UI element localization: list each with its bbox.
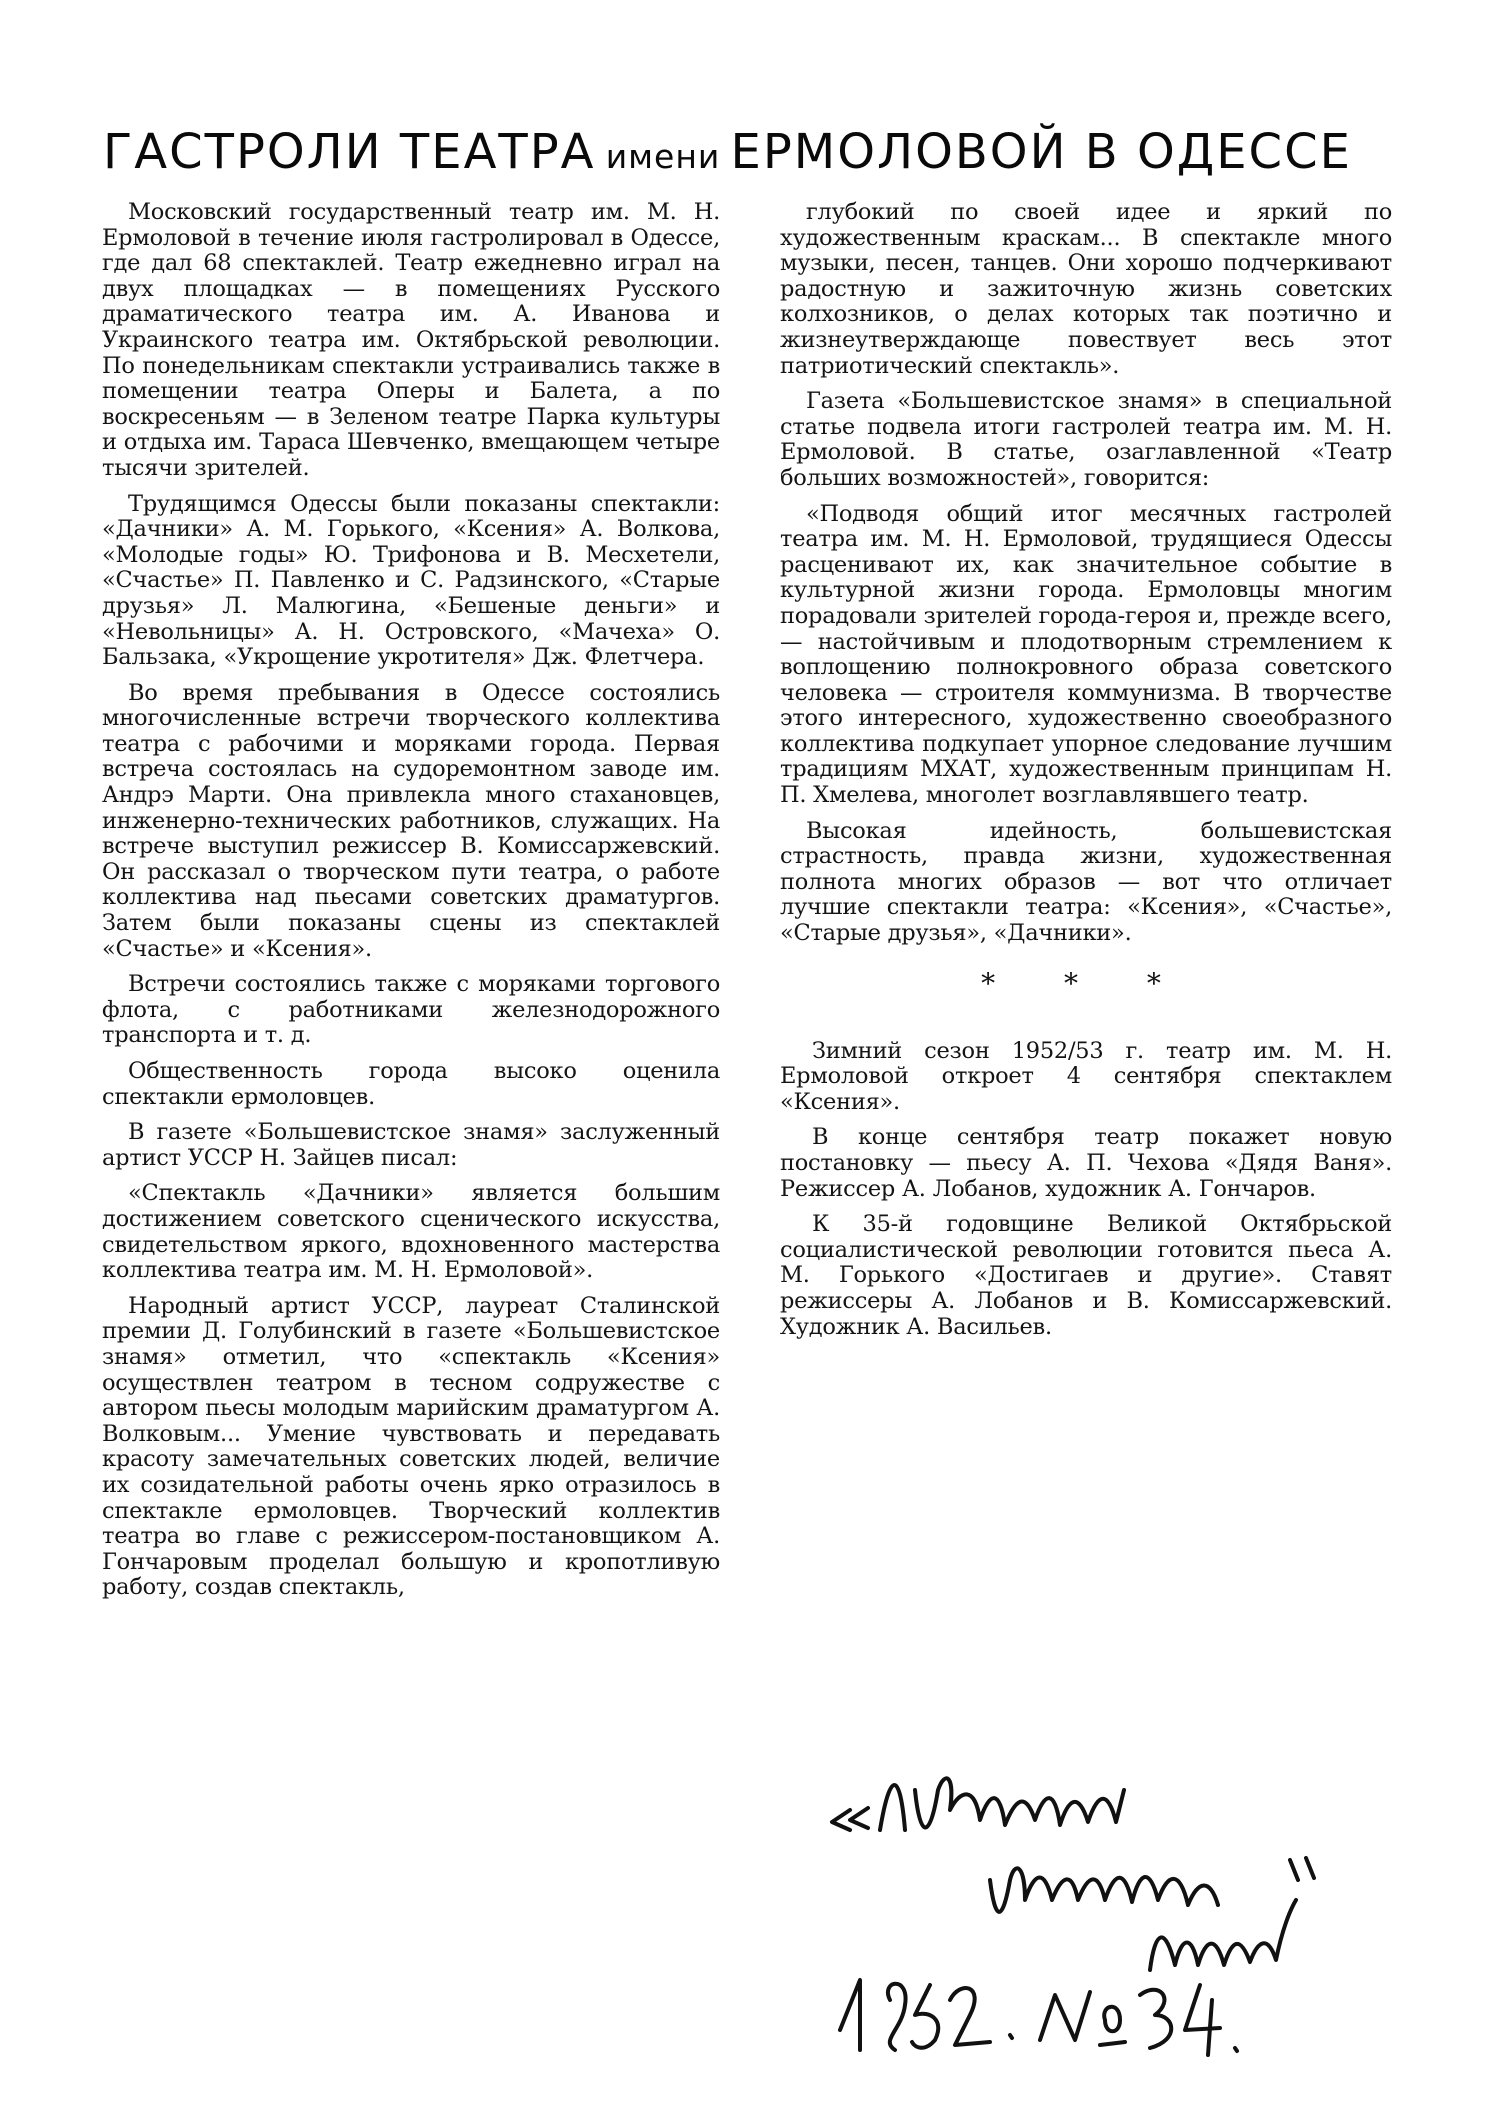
paragraph: Встречи состоялись также с моряками торгового флота, с работниками железнодорожного транспорта и т. д. — [102, 971, 720, 1049]
paragraph: глубокий по своей идее и яркий по художественным краскам... В спектакле много музыки, песен, танцев. Они хорошо подчеркивают радостную и зажиточную жизнь советских колхозников, о делах которых так поэтично и жизнеутверждающе повествует весь этот патриотический спектакль». — [780, 199, 1392, 379]
season-note: К 35-й годовщине Великой Октябрьской социалистической революции готовится пьеса А. М. Горького «Достигаев и другие». Ставят режиссеры А. Лобанов и В. Комиссаржевский. Художник А. Васильев. — [780, 1211, 1392, 1340]
season-note: Зимний сезон 1952/53 г. театр им. М. Н. Ермоловой откроет 4 сентября спектаклем «Ксения». — [780, 1037, 1392, 1115]
quote-paragraph: «Подводя общий итог месячных гастролей театра им. М. Н. Ермоловой, трудящиеся Одессы расценивают их, как значительное событие в культурной жизни города. Ермоловцы многим порадовали зрителей города-героя и, прежде всего, — настойчивым и плодотворным стремлением к воплощению полнокровного образа советского человека — строителя коммунизма. В творчестве этого интересного, художественно своеобразного коллектива подкупает упорное следование лучшим традициям МХАТ, художественным принципам Н. П. Хмелева, многолет возглавлявшего театр. — [780, 500, 1392, 809]
right-column — [780, 200, 1392, 1350]
article-headline — [103, 112, 1403, 192]
handwriting-scribble — [820, 1730, 1420, 2060]
paragraph: Во время пребывания в Одессе состоялись многочисленные встречи творческого коллектива театра с рабочими и моряками города. Первая встреча состоялась на судоремонтном заводе им. Андрэ Марти. Она привлекла много стахановцев, инженерно-технических работников, служащих. На встрече выступил режиссер В. Комиссаржевский. Он рассказал о творческом пути театра, о работе коллектива над пьесами советских драматургов. Затем были показаны сцены из спектаклей «Счастье» и «Ксения». — [102, 679, 720, 962]
paragraph: Московский государственный театр им. М. Н. Ермоловой в течение июля гастролировал в Одессе, где дал 68 спектаклей. Театр ежедневно играл на двух площадках — в помещениях Русского драматического театра им. А. Иванова и Украинского театра им. Октябрьской революции. По понедельникам спектакли устраивались также в помещении театра Оперы и Балета, а по воскресеньям — в Зеленом театре Парка культуры и отдыха им. Тараса Шевченко, вмещающем четыре тысячи зрителей. — [102, 199, 720, 481]
quote-paragraph: «Спектакль «Дачники» является большим достижением советского сценического искусства, свидетельством яркого, вдохновенного мастерства коллектива театра им. М. Н. Ермоловой». — [102, 1180, 720, 1284]
paragraph: Высокая идейность, большевистская страстность, правда жизни, художественная полнота многих образов — вот что отличает лучшие спектакли театра: «Ксения», «Счастье», «Старые друзья», «Дачники». — [780, 817, 1392, 947]
paragraph: Газета «Большевистское знамя» в специальной статье подвела итоги гастролей театра им. М. Н. Ермоловой. В статье, озаглавленной «Театр больших возможностей», говорится: — [780, 388, 1392, 491]
paragraph: Трудящимся Одессы были показаны спектакли: «Дачники» А. М. Горького, «Ксения» А. Волкова, «Молодые годы» Ю. Трифонова и В. Месхетели, «Счастье» П. Павленко и С. Радзинского, «Старые друзья» Л. Малюгина, «Бешеные деньги» и «Невольницы» А. Н. Островского, «Мачеха» О. Бальзака, «Укрощение укротителя» Дж. Флетчера. — [102, 490, 720, 671]
headline-part-3: ЕРМОЛОВОЙ В ОДЕССЕ — [730, 124, 1352, 180]
headline-part-2: имени — [605, 137, 721, 176]
handwritten-source-note — [820, 1730, 1420, 2060]
paragraph: Народный артист УССР, лауреат Сталинской премии Д. Голубинский в газете «Большевистское знамя» отметил, что «спектакль «Ксения» осуществлен театром в тесном содружестве с автором пьесы молодым марийским драматургом А. Волковым... Умение чувствовать и передавать красоту замечательных советских людей, величие их созидательной работы очень ярко отразилось в спектакле ермоловцев. Творческий коллектив театра во главе с режиссером-постановщиком А. Гончаровым проделал большую и кропотливую работу, создав спектакль, — [102, 1292, 720, 1601]
paragraph: Общественность города высоко оценила спектакли ермоловцев. — [102, 1058, 720, 1110]
paragraph: В газете «Большевистское знамя» заслуженный артист УССР Н. Зайцев писал: — [102, 1119, 720, 1171]
section-separator: * * * — [981, 966, 1191, 1000]
season-note: В конце сентября театр покажет новую постановку — пьесу А. П. Чехова «Дядя Ваня». Режиссер А. Лобанов, художник А. Гончаров. — [780, 1124, 1392, 1202]
headline-part-1: ГАСТРОЛИ ТЕАТРА — [103, 124, 596, 180]
left-column — [102, 200, 720, 1611]
